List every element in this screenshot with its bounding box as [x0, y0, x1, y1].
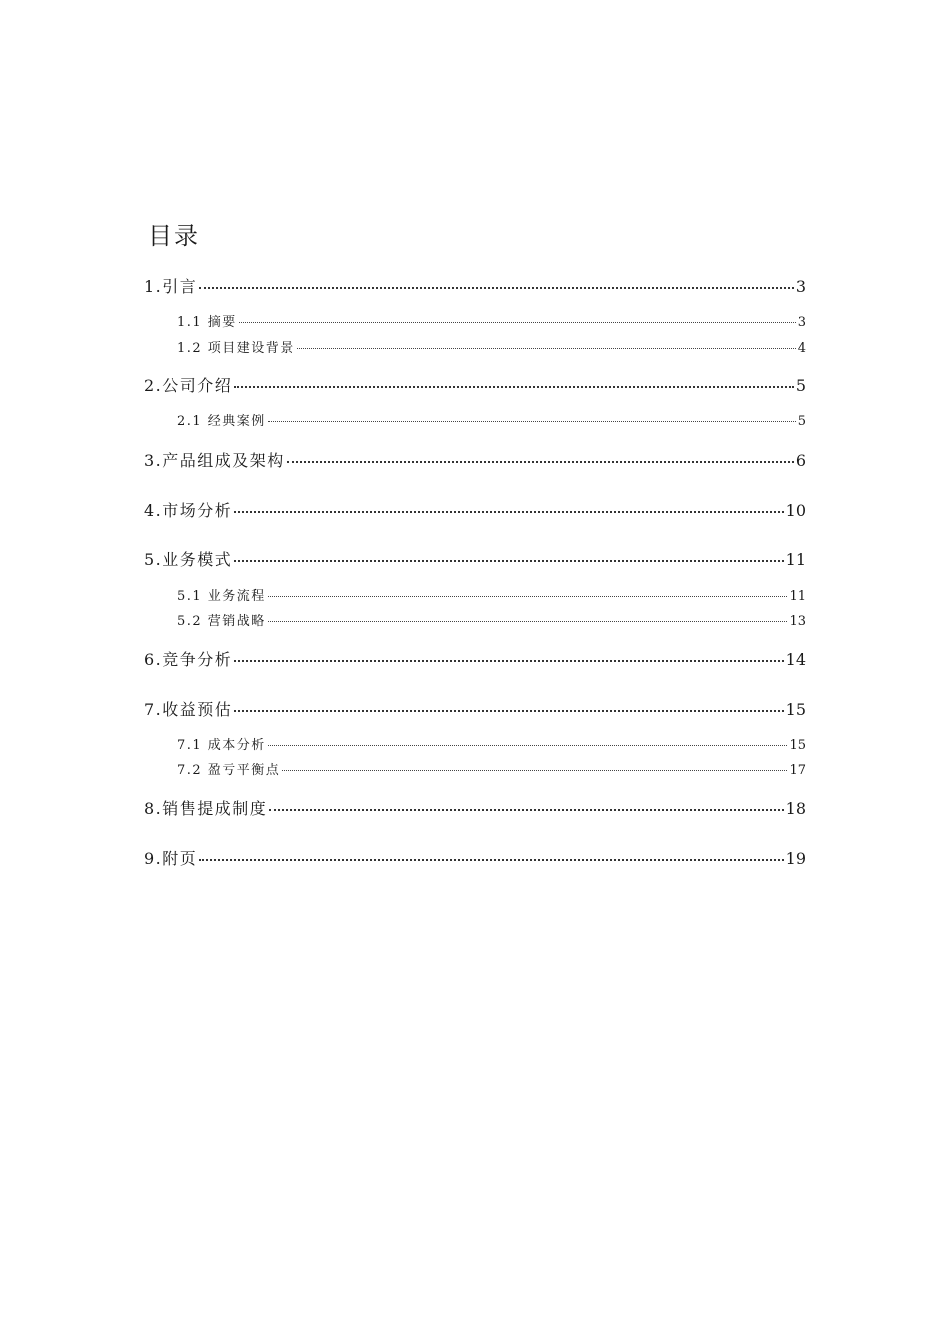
toc-subentry[interactable]	[177, 610, 806, 629]
toc-entry-page-number: 17	[789, 763, 806, 778]
toc-entry-page-number: 18	[785, 799, 806, 818]
toc-entry-page-number: 5	[797, 414, 806, 429]
toc-entry-page-number: 5	[795, 376, 806, 395]
toc-entry-label: 5.1 业务流程	[177, 589, 266, 604]
dot-leader	[269, 798, 783, 814]
toc-entry-label: 4.市场分析	[144, 501, 233, 520]
toc-subentry[interactable]	[177, 311, 806, 330]
toc-entry[interactable]	[144, 846, 806, 869]
toc-entry-label: 1.1 摘要	[177, 315, 237, 330]
toc-entry[interactable]	[144, 448, 806, 471]
toc-subentry[interactable]	[177, 337, 806, 356]
toc-entry-page-number: 11	[785, 550, 806, 569]
toc-entry[interactable]	[144, 796, 806, 819]
toc-entry-label: 7.1 成本分析	[177, 738, 266, 753]
toc-entry-label: 5.业务模式	[144, 550, 233, 569]
toc-entry-label: 2.公司介绍	[144, 376, 233, 395]
dot-leader	[268, 412, 796, 425]
toc-entry[interactable]	[144, 498, 806, 521]
toc-entry[interactable]	[144, 547, 806, 570]
toc-entry-label: 2.1 经典案例	[177, 414, 266, 429]
toc-entry-label: 1.2 项目建设背景	[177, 341, 295, 356]
dot-leader	[268, 736, 788, 749]
toc-entry-page-number: 10	[785, 501, 806, 520]
toc-entry-label: 3.产品组成及架构	[144, 451, 285, 470]
dot-leader	[268, 587, 788, 600]
toc-entry-page-number: 19	[785, 849, 806, 868]
toc-subentry[interactable]	[177, 759, 806, 778]
toc-entry[interactable]	[144, 697, 806, 720]
dot-leader	[199, 848, 783, 864]
toc-entry[interactable]	[144, 274, 806, 297]
toc-entry-label: 6.竞争分析	[144, 650, 233, 669]
dot-leader	[234, 549, 783, 565]
toc-entry-label: 8.销售提成制度	[144, 799, 268, 818]
toc-subentry[interactable]	[177, 410, 806, 429]
toc-entry-page-number: 15	[789, 738, 806, 753]
toc-entry-page-number: 3	[797, 315, 806, 330]
toc-entry-page-number: 6	[795, 451, 806, 470]
dot-leader	[287, 450, 794, 466]
dot-leader	[234, 500, 783, 516]
toc-subentry[interactable]	[177, 585, 806, 604]
toc-entry-label: 7.2 盈亏平衡点	[177, 763, 281, 778]
toc-entry-page-number: 3	[795, 277, 806, 296]
toc-title: 目录	[148, 222, 200, 250]
toc-entry-page-number: 15	[785, 700, 806, 719]
dot-leader	[234, 375, 794, 391]
dot-leader	[297, 339, 796, 352]
dot-leader	[239, 313, 796, 326]
toc-entry-page-number: 13	[789, 614, 806, 629]
dot-leader	[282, 761, 787, 774]
dot-leader	[199, 276, 794, 292]
toc-entry-label: 9.附页	[144, 849, 198, 868]
toc-entry-label: 1.引言	[144, 277, 198, 296]
toc-subentry[interactable]	[177, 734, 806, 753]
toc-entry-page-number: 14	[785, 650, 806, 669]
toc-entry[interactable]	[144, 373, 806, 396]
dot-leader	[268, 612, 788, 625]
dot-leader	[234, 699, 783, 715]
dot-leader	[234, 649, 783, 665]
toc-entry-label: 5.2 营销战略	[177, 614, 266, 629]
toc-entry-label: 7.收益预估	[144, 700, 233, 719]
toc-entry-page-number: 11	[789, 589, 806, 604]
toc-entry-page-number: 4	[797, 341, 806, 356]
toc-entry[interactable]	[144, 647, 806, 670]
